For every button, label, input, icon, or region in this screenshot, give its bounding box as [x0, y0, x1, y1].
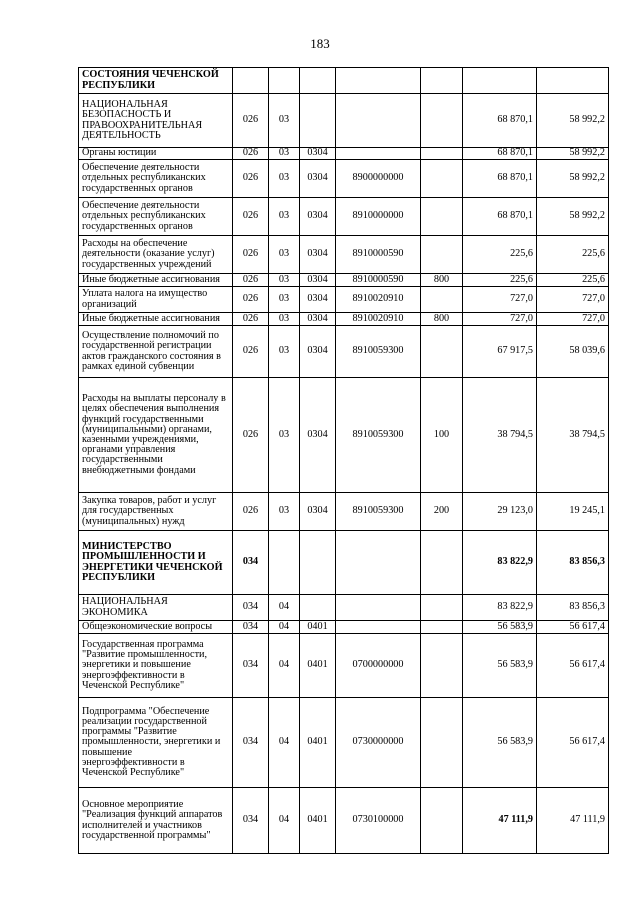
expense-type-cell	[421, 531, 463, 595]
row-name-cell: Расходы на обеспечение деятельности (оказание услуг) государственных учреждений	[79, 236, 233, 274]
section-code-cell	[269, 531, 300, 595]
amount-year1-cell: 56 583,9	[463, 698, 537, 788]
amount-year2-cell: 58 992,2	[537, 148, 609, 160]
grbs-code-cell: 026	[233, 326, 269, 378]
section-code-cell: 03	[269, 160, 300, 198]
table-row	[79, 698, 609, 788]
expense-type-cell: 200	[421, 493, 463, 531]
amount-year1-cell: 225,6	[463, 274, 537, 287]
amount-year1-cell: 83 822,9	[463, 595, 537, 621]
subsection-code-cell: 0401	[300, 788, 336, 854]
expense-type-cell	[421, 634, 463, 698]
amount-year2-cell: 83 856,3	[537, 531, 609, 595]
expense-type-cell: 800	[421, 313, 463, 326]
row-name-cell: МИНИСТЕРСТВО ПРОМЫШЛЕННОСТИ И ЭНЕРГЕТИКИ ЧЕЧЕНСКОЙ РЕСПУБЛИКИ	[79, 531, 233, 595]
row-name-cell: Иные бюджетные ассигнования	[79, 313, 233, 326]
table-row	[79, 621, 609, 634]
target-article-cell: 8910059300	[336, 326, 421, 378]
budget-table	[78, 67, 609, 854]
amount-year1-cell: 727,0	[463, 287, 537, 313]
amount-year1-cell: 68 870,1	[463, 160, 537, 198]
amount-year1-cell: 68 870,1	[463, 148, 537, 160]
amount-year2-cell: 225,6	[537, 274, 609, 287]
section-code-cell: 04	[269, 788, 300, 854]
grbs-code-cell: 034	[233, 788, 269, 854]
subsection-code-cell: 0304	[300, 287, 336, 313]
section-code-cell	[269, 68, 300, 94]
target-article-cell	[336, 595, 421, 621]
amount-year1-cell: 727,0	[463, 313, 537, 326]
expense-type-cell	[421, 698, 463, 788]
amount-year1-cell: 67 917,5	[463, 326, 537, 378]
amount-year1-cell: 68 870,1	[463, 198, 537, 236]
section-code-cell: 03	[269, 287, 300, 313]
table-row	[79, 160, 609, 198]
expense-type-cell	[421, 198, 463, 236]
grbs-code-cell: 034	[233, 621, 269, 634]
target-article-cell	[336, 148, 421, 160]
grbs-code-cell: 026	[233, 287, 269, 313]
row-name-cell: Уплата налога на имущество организаций	[79, 287, 233, 313]
table-row	[79, 236, 609, 274]
grbs-code-cell: 034	[233, 531, 269, 595]
subsection-code-cell: 0401	[300, 621, 336, 634]
table-row	[79, 198, 609, 236]
table-row	[79, 326, 609, 378]
table-row	[79, 493, 609, 531]
target-article-cell: 8910059300	[336, 378, 421, 493]
grbs-code-cell: 026	[233, 274, 269, 287]
row-name-cell: Общеэкономические вопросы	[79, 621, 233, 634]
section-code-cell: 03	[269, 94, 300, 148]
target-article-cell: 8910000590	[336, 274, 421, 287]
row-name-cell: СОСТОЯНИЯ ЧЕЧЕНСКОЙ РЕСПУБЛИКИ	[79, 68, 233, 94]
table-row	[79, 68, 609, 94]
subsection-code-cell	[300, 531, 336, 595]
subsection-code-cell: 0304	[300, 274, 336, 287]
amount-year2-cell: 83 856,3	[537, 595, 609, 621]
table-row	[79, 148, 609, 160]
expense-type-cell	[421, 148, 463, 160]
amount-year2-cell: 56 617,4	[537, 621, 609, 634]
grbs-code-cell: 026	[233, 493, 269, 531]
expense-type-cell	[421, 326, 463, 378]
target-article-cell	[336, 94, 421, 148]
subsection-code-cell: 0304	[300, 160, 336, 198]
amount-year1-cell: 56 583,9	[463, 634, 537, 698]
subsection-code-cell	[300, 94, 336, 148]
grbs-code-cell: 034	[233, 698, 269, 788]
section-code-cell: 03	[269, 378, 300, 493]
section-code-cell: 04	[269, 621, 300, 634]
grbs-code-cell: 034	[233, 634, 269, 698]
row-name-cell: Обеспечение деятельности отдельных республиканских государственных органов	[79, 160, 233, 198]
grbs-code-cell: 034	[233, 595, 269, 621]
amount-year2-cell: 58 992,2	[537, 94, 609, 148]
table-row	[79, 287, 609, 313]
amount-year1-cell: 29 123,0	[463, 493, 537, 531]
amount-year2-cell: 19 245,1	[537, 493, 609, 531]
target-article-cell: 8910059300	[336, 493, 421, 531]
section-code-cell: 03	[269, 274, 300, 287]
table-row	[79, 634, 609, 698]
target-article-cell	[336, 621, 421, 634]
table-row	[79, 595, 609, 621]
target-article-cell	[336, 68, 421, 94]
table-row	[79, 531, 609, 595]
row-name-cell: Закупка товаров, работ и услуг для государственных (муниципальных) нужд	[79, 493, 233, 531]
section-code-cell: 03	[269, 326, 300, 378]
subsection-code-cell: 0304	[300, 378, 336, 493]
amount-year2-cell: 38 794,5	[537, 378, 609, 493]
page-number: 183	[310, 36, 330, 51]
grbs-code-cell: 026	[233, 236, 269, 274]
subsection-code-cell: 0401	[300, 634, 336, 698]
amount-year1-cell: 47 111,9	[463, 788, 537, 854]
target-article-cell	[336, 531, 421, 595]
row-name-cell: Подпрограмма "Обеспечение реализации государственной программы "Развитие промышленности, энергетики и повышение энергоэффективности в Чеченской Республике"	[79, 698, 233, 788]
section-code-cell: 04	[269, 595, 300, 621]
subsection-code-cell: 0304	[300, 326, 336, 378]
grbs-code-cell: 026	[233, 198, 269, 236]
amount-year1-cell: 38 794,5	[463, 378, 537, 493]
subsection-code-cell: 0304	[300, 236, 336, 274]
amount-year2-cell: 58 992,2	[537, 198, 609, 236]
section-code-cell: 03	[269, 236, 300, 274]
target-article-cell: 8900000000	[336, 160, 421, 198]
section-code-cell: 04	[269, 698, 300, 788]
amount-year2-cell	[537, 68, 609, 94]
amount-year2-cell: 58 992,2	[537, 160, 609, 198]
target-article-cell: 8910000000	[336, 198, 421, 236]
section-code-cell: 03	[269, 493, 300, 531]
expense-type-cell	[421, 287, 463, 313]
table-row	[79, 274, 609, 287]
target-article-cell: 8910020910	[336, 313, 421, 326]
amount-year2-cell: 727,0	[537, 313, 609, 326]
target-article-cell: 8910000590	[336, 236, 421, 274]
table-row	[79, 788, 609, 854]
subsection-code-cell	[300, 68, 336, 94]
row-name-cell: Иные бюджетные ассигнования	[79, 274, 233, 287]
expense-type-cell	[421, 621, 463, 634]
row-name-cell: НАЦИОНАЛЬНАЯ ЭКОНОМИКА	[79, 595, 233, 621]
amount-year2-cell: 56 617,4	[537, 698, 609, 788]
row-name-cell: Расходы на выплаты персоналу в целях обеспечения выполнения функций государственными (муниципальными) органами, казенными учреждениями, органами управления государственными внебюджетными фондами	[79, 378, 233, 493]
expense-type-cell	[421, 68, 463, 94]
subsection-code-cell: 0304	[300, 198, 336, 236]
row-name-cell: Основное мероприятие "Реализация функций аппаратов исполнителей и участников государственной программы"	[79, 788, 233, 854]
grbs-code-cell: 026	[233, 378, 269, 493]
grbs-code-cell: 026	[233, 313, 269, 326]
target-article-cell: 8910020910	[336, 287, 421, 313]
amount-year2-cell: 225,6	[537, 236, 609, 274]
target-article-cell: 0700000000	[336, 634, 421, 698]
target-article-cell: 0730100000	[336, 788, 421, 854]
grbs-code-cell: 026	[233, 160, 269, 198]
amount-year2-cell: 727,0	[537, 287, 609, 313]
table-row	[79, 313, 609, 326]
amount-year1-cell: 83 822,9	[463, 531, 537, 595]
expense-type-cell	[421, 236, 463, 274]
expense-type-cell: 800	[421, 274, 463, 287]
section-code-cell: 03	[269, 148, 300, 160]
grbs-code-cell: 026	[233, 94, 269, 148]
section-code-cell: 03	[269, 198, 300, 236]
row-name-cell: НАЦИОНАЛЬНАЯ БЕЗОПАСНОСТЬ И ПРАВООХРАНИТЕЛЬНАЯ ДЕЯТЕЛЬНОСТЬ	[79, 94, 233, 148]
subsection-code-cell	[300, 595, 336, 621]
subsection-code-cell: 0304	[300, 313, 336, 326]
amount-year1-cell	[463, 68, 537, 94]
subsection-code-cell: 0304	[300, 493, 336, 531]
expense-type-cell: 100	[421, 378, 463, 493]
expense-type-cell	[421, 595, 463, 621]
amount-year1-cell: 225,6	[463, 236, 537, 274]
amount-year1-cell: 56 583,9	[463, 621, 537, 634]
target-article-cell: 0730000000	[336, 698, 421, 788]
subsection-code-cell: 0304	[300, 148, 336, 160]
grbs-code-cell	[233, 68, 269, 94]
amount-year1-cell: 68 870,1	[463, 94, 537, 148]
amount-year2-cell: 58 039,6	[537, 326, 609, 378]
amount-year2-cell: 56 617,4	[537, 634, 609, 698]
grbs-code-cell: 026	[233, 148, 269, 160]
expense-type-cell	[421, 94, 463, 148]
amount-year2-cell: 47 111,9	[537, 788, 609, 854]
row-name-cell: Обеспечение деятельности отдельных республиканских государственных органов	[79, 198, 233, 236]
row-name-cell: Органы юстиции	[79, 148, 233, 160]
section-code-cell: 03	[269, 313, 300, 326]
table-row	[79, 94, 609, 148]
expense-type-cell	[421, 160, 463, 198]
table-row	[79, 378, 609, 493]
row-name-cell: Государственная программа "Развитие промышленности, энергетики и повышение энергоэффективности в Чеченской Республике"	[79, 634, 233, 698]
row-name-cell: Осуществление полномочий по государственной регистрации актов гражданского состояния в рамках единой субвенции	[79, 326, 233, 378]
subsection-code-cell: 0401	[300, 698, 336, 788]
expense-type-cell	[421, 788, 463, 854]
section-code-cell: 04	[269, 634, 300, 698]
